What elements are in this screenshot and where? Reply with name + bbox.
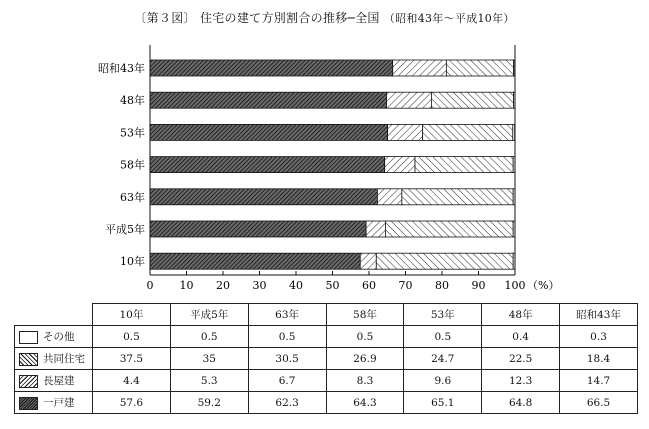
legend-swatch-icon (19, 375, 38, 388)
table-row (15, 392, 638, 414)
x-tick-label: 90 (471, 279, 486, 292)
data-table (14, 303, 638, 414)
bar-segment-3 (376, 253, 513, 269)
table-cell: 0.3 (560, 326, 638, 348)
category-label: 昭和43年 (98, 62, 145, 75)
table-cell: 8.3 (326, 370, 404, 392)
table-column-header: 10年 (93, 304, 171, 326)
bar-segment-4 (513, 124, 515, 140)
category-label: 10年 (120, 255, 145, 269)
table-cell: 6.7 (248, 370, 326, 392)
bar-segment-2 (366, 221, 385, 237)
table-cell: 26.9 (326, 348, 404, 370)
table-corner (15, 304, 93, 326)
bar-segment-1 (150, 189, 377, 205)
table-cell: 4.4 (93, 370, 171, 392)
x-tick-label: 30 (252, 279, 267, 292)
bar-segment-2 (385, 157, 415, 173)
table-cell: 24.7 (404, 348, 482, 370)
bar-segment-3 (423, 124, 513, 140)
x-tick-label: 70 (398, 279, 413, 292)
table-cell: 0.5 (326, 326, 404, 348)
bar-segment-2 (388, 124, 423, 140)
table-column-header: 平成5年 (170, 304, 248, 326)
category-label: 48年 (120, 94, 145, 108)
table-cell: 0.5 (248, 326, 326, 348)
bar-segment-1 (150, 221, 366, 237)
table-cell: 57.6 (93, 392, 171, 414)
category-label: 平成5年 (105, 223, 145, 236)
bar-segment-2 (393, 60, 447, 76)
title-text: 住宅の建て方別割合の推移─全国 (199, 11, 380, 25)
x-tick-label: 80 (435, 279, 449, 292)
x-tick-label: 40 (289, 279, 303, 292)
legend-swatch-icon (19, 397, 38, 410)
table-cell: 0.5 (170, 326, 248, 348)
table-cell: 0.5 (93, 326, 171, 348)
category-label: 53年 (120, 126, 145, 140)
category-label: 58年 (120, 158, 145, 172)
legend-label: 共同住宅 (43, 353, 85, 365)
bars (150, 60, 515, 269)
table-column-header: 48年 (482, 304, 560, 326)
x-unit-label: （%） (527, 279, 560, 292)
legend-swatch-icon (19, 331, 38, 344)
bar-segment-3 (431, 92, 513, 108)
table-row (15, 326, 638, 348)
bar-segment-2 (360, 253, 376, 269)
x-tick-label: 50 (325, 279, 340, 292)
table-cell: 59.2 (170, 392, 248, 414)
legend-label: その他 (43, 331, 75, 343)
bar-segment-3 (402, 189, 513, 205)
table-cell: 22.5 (482, 348, 560, 370)
x-tick-label: 20 (216, 279, 230, 292)
table-cell: 12.3 (482, 370, 560, 392)
figure-label: 〔第３図〕 (134, 11, 196, 25)
bar-segment-1 (150, 60, 393, 76)
legend-swatch-icon (19, 353, 38, 366)
x-tick-label: 0 (146, 279, 154, 292)
table-cell: 18.4 (560, 348, 638, 370)
table-cell: 14.7 (560, 370, 638, 392)
bar-segment-4 (514, 60, 515, 76)
table-cell: 37.5 (93, 348, 171, 370)
table-column-header: 58年 (326, 304, 404, 326)
legend-cell (15, 348, 93, 370)
table-row (15, 370, 638, 392)
table-row (15, 348, 638, 370)
category-labels (98, 61, 145, 268)
subtitle-text: （昭和43年～平成10年） (383, 12, 515, 25)
bar-segment-3 (385, 221, 513, 237)
table-cell: 9.6 (404, 370, 482, 392)
bar-segment-1 (150, 253, 360, 269)
table-cell: 0.4 (482, 326, 560, 348)
bar-segment-1 (150, 124, 388, 140)
table-cell: 64.8 (482, 392, 560, 414)
table-cell: 62.3 (248, 392, 326, 414)
legend-label: 一戸建 (43, 397, 75, 409)
bar-segment-1 (150, 157, 385, 173)
legend-label: 長屋建 (43, 375, 75, 387)
x-tick-label: 100 (504, 279, 526, 292)
table-cell: 65.1 (404, 392, 482, 414)
table-cell: 64.3 (326, 392, 404, 414)
table-cell: 66.5 (560, 392, 638, 414)
table-cell: 5.3 (170, 370, 248, 392)
table-column-header: 63年 (248, 304, 326, 326)
table-cell: 0.5 (404, 326, 482, 348)
table-column-header: 昭和43年 (560, 304, 638, 326)
x-tick-label: 60 (362, 279, 376, 292)
bar-segment-3 (446, 60, 513, 76)
bar-segment-2 (377, 189, 401, 205)
legend-cell (15, 370, 93, 392)
bar-segment-1 (150, 92, 387, 108)
bar-segment-3 (415, 157, 513, 173)
bar-segment-2 (387, 92, 432, 108)
table-cell: 35 (170, 348, 248, 370)
table-cell: 30.5 (248, 348, 326, 370)
table-column-header: 53年 (404, 304, 482, 326)
legend-cell (15, 326, 93, 348)
x-tick-label: 10 (179, 279, 194, 292)
category-label: 63年 (120, 190, 145, 204)
legend-cell (15, 392, 93, 414)
